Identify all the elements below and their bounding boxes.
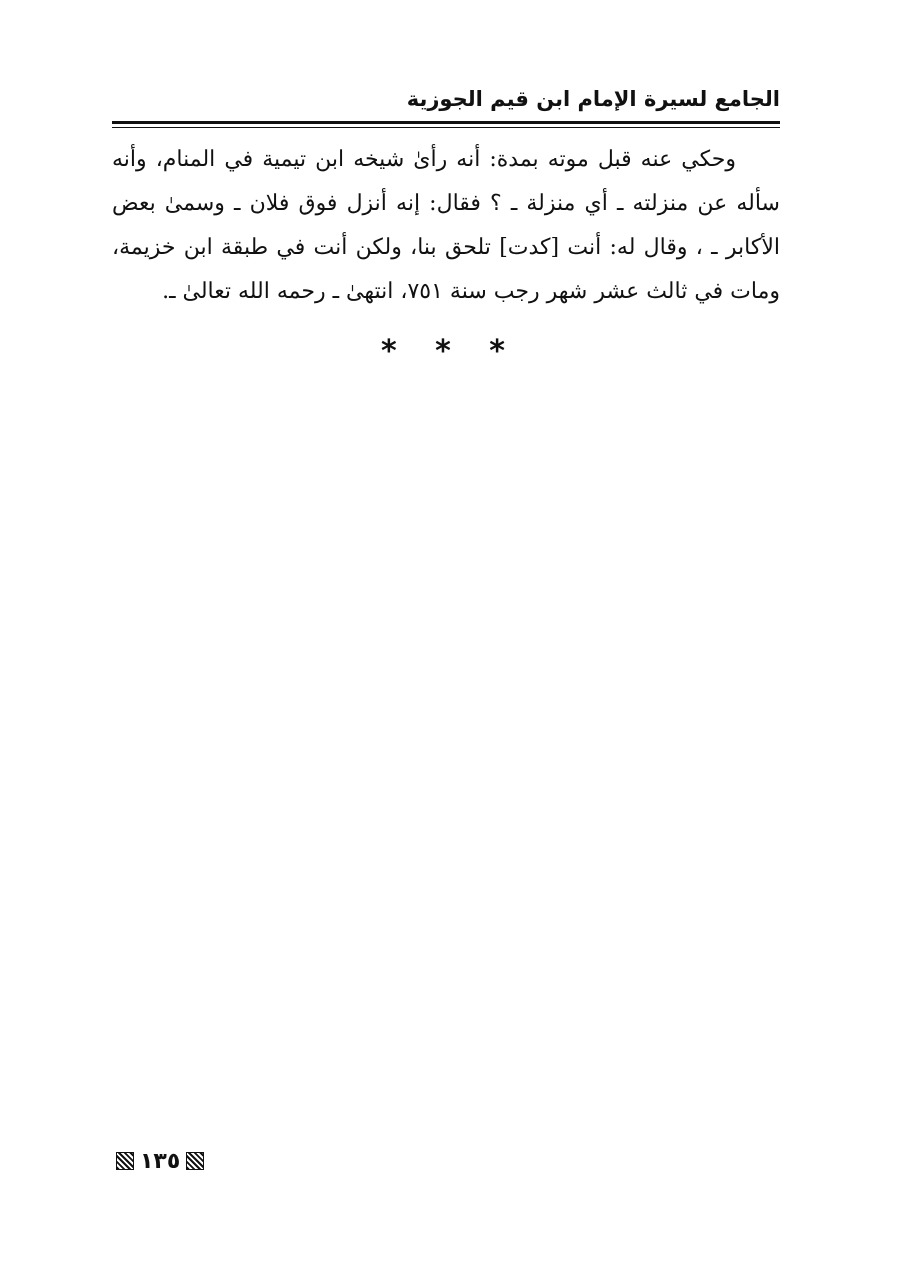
ornament-right-icon — [186, 1152, 204, 1170]
body-text — [112, 138, 780, 314]
body-paragraph: وحكي عنه قبل موته بمدة: أنه رأىٰ شيخه ابن تيمية في المنام، وأنه سأله عن منزلته ـ أي منزلة ـ ؟ فقال: إنه أنزل فوق فلان ـ وسمىٰ بعض الأكابر ـ ، وقال له: أنت [كدت] تلحق بنا، ولكن أنت في طبقة ابن خزيمة، ومات في ثالث عشر شهر رجب سنة ٧٥١، انتهىٰ ـ رحمه الله تعالىٰ ـ. — [112, 147, 780, 304]
ornament-left-icon — [116, 1152, 134, 1170]
header-rule-thin — [112, 127, 780, 128]
section-separator: * * * — [381, 334, 519, 369]
running-header: الجامع لسيرة الإمام ابن قيم الجوزية — [406, 87, 780, 111]
page-number: ١٣٥ — [140, 1148, 181, 1174]
page-number-block — [116, 1146, 204, 1176]
header-rule-thick — [112, 121, 780, 124]
